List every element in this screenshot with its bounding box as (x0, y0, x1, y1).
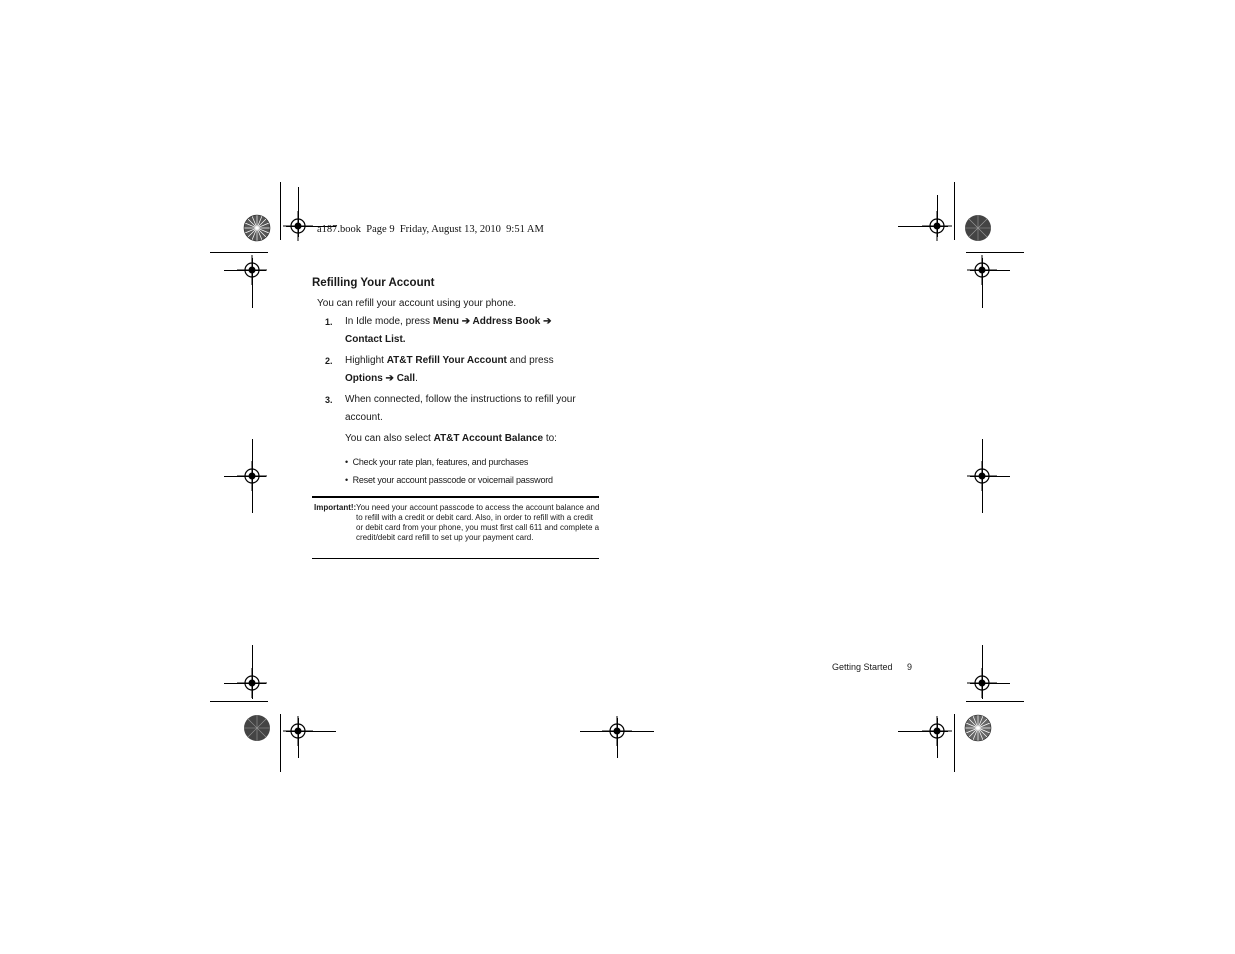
step-text (345, 313, 551, 331)
important-label: Important!: (314, 503, 357, 512)
star-target-icon (964, 714, 992, 742)
step-text (345, 370, 418, 388)
bullet-text: Check your rate plan, features, and purchases (352, 457, 529, 467)
star-target-icon (243, 714, 271, 742)
step-text-plain: Highlight (345, 355, 387, 366)
step-text-plain: and press (506, 355, 554, 366)
section-title: Refilling Your Account (312, 277, 435, 289)
note-top-rule (312, 496, 599, 498)
star-target-icon (243, 214, 271, 242)
step-text (345, 352, 554, 370)
step-text-plain: You can also select (345, 433, 434, 444)
step-text-plain: In Idle mode, press (345, 316, 433, 327)
step-text (345, 430, 557, 448)
page-number: 9 (907, 662, 913, 672)
star-target-icon (964, 214, 992, 242)
bullet-item (345, 457, 528, 467)
slug-line: a187.book Page 9 Friday, August 13, 2010 9:51 AM (317, 224, 544, 235)
step-number: 2. (325, 356, 333, 366)
step-text: When connected, follow the instructions to refill your (345, 394, 576, 405)
step-text (345, 331, 406, 349)
step-text-bold: Contact List. (345, 334, 406, 345)
footer-section-name: Getting Started (832, 662, 893, 672)
bullet-dot-icon: • (345, 475, 353, 485)
step-text-plain: . (415, 373, 418, 384)
note-bottom-rule (312, 558, 599, 559)
important-text: You need your account passcode to access the account balance and to refill with a credit or debit card. Also, in order to refill with a credit or debit card from your phone, you must first call 611 and complete a credit/debit card refill to set up your payment card. (356, 503, 600, 542)
bullet-item (345, 475, 553, 485)
step-text-bold: Options ➔ Call (345, 373, 416, 384)
intro-text: You can refill your account using your phone. (317, 298, 517, 309)
step-text-bold: AT&T Account Balance (433, 433, 544, 444)
step-number: 3. (325, 395, 333, 405)
step-number: 1. (325, 317, 333, 327)
step-text-bold: AT&T Refill Your Account (386, 355, 507, 366)
bullet-text: Reset your account passcode or voicemail password (352, 475, 553, 485)
step-text-plain: to: (543, 433, 557, 444)
step-text-bold: Menu ➔ Address Book ➔ (432, 316, 552, 327)
step-text: account. (345, 412, 383, 423)
bullet-dot-icon: • (345, 457, 353, 467)
